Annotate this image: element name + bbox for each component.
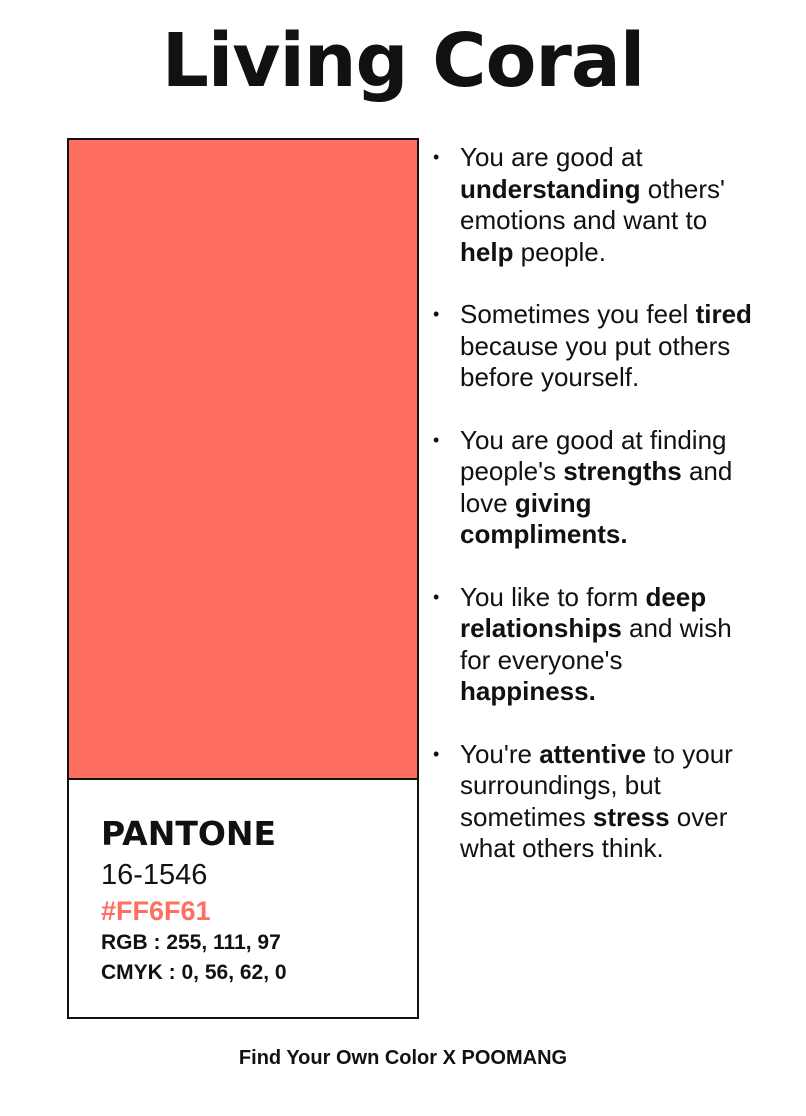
pantone-brand: PANTONE [101, 814, 277, 853]
trait-keyword: strengths [563, 456, 682, 486]
bullet-icon: • [433, 304, 440, 324]
trait-text: You are good at [460, 142, 643, 172]
trait-text: You are good at finding people's [460, 424, 727, 486]
trait-text: You're [460, 738, 540, 769]
trait-list [430, 142, 760, 896]
bullet-icon: • [433, 743, 440, 764]
trait-keyword: attentive [539, 738, 647, 769]
trait-item [430, 425, 760, 551]
trait-keyword: giving compliments. [460, 487, 628, 549]
cmyk-value: CMYK : 0, 56, 62, 0 [101, 961, 287, 984]
trait-keyword: understanding [460, 173, 641, 204]
bullet-icon: • [433, 147, 440, 167]
trait-text: and love [460, 456, 733, 518]
trait-text: others' emotions and want to [460, 173, 726, 235]
trait-item [430, 299, 760, 394]
trait-keyword: help [460, 236, 514, 267]
trait-text: people. [513, 236, 606, 267]
trait-text: You like to form [460, 581, 646, 612]
rgb-value: RGB : 255, 111, 97 [101, 931, 281, 954]
trait-text: and wish for everyone's [460, 613, 732, 675]
trait-keyword: stress [592, 801, 670, 832]
card-info [101, 812, 401, 988]
pantone-card [67, 138, 419, 1019]
hex-value: #FF6F61 [101, 896, 211, 926]
trait-item [430, 142, 760, 268]
trait-item [430, 582, 760, 708]
bullet-icon: • [433, 586, 440, 607]
trait-keyword: deep relationships [460, 581, 707, 643]
pantone-code: 16-1546 [101, 859, 208, 891]
trait-text: to your surroundings, but sometimes [460, 738, 733, 832]
color-swatch [69, 140, 417, 780]
trait-text: over what others think. [460, 801, 728, 863]
trait-keyword: happiness. [460, 676, 596, 706]
trait-text: because you put others before yourself. [460, 330, 731, 392]
trait-text: Sometimes you feel [460, 299, 696, 329]
trait-keyword: tired [695, 299, 752, 329]
trait-item [430, 739, 760, 865]
footer-credit: Find Your Own Color X POOMANG [238, 1047, 568, 1069]
bullet-icon: • [433, 429, 440, 450]
page-title: Living Coral [161, 18, 645, 104]
